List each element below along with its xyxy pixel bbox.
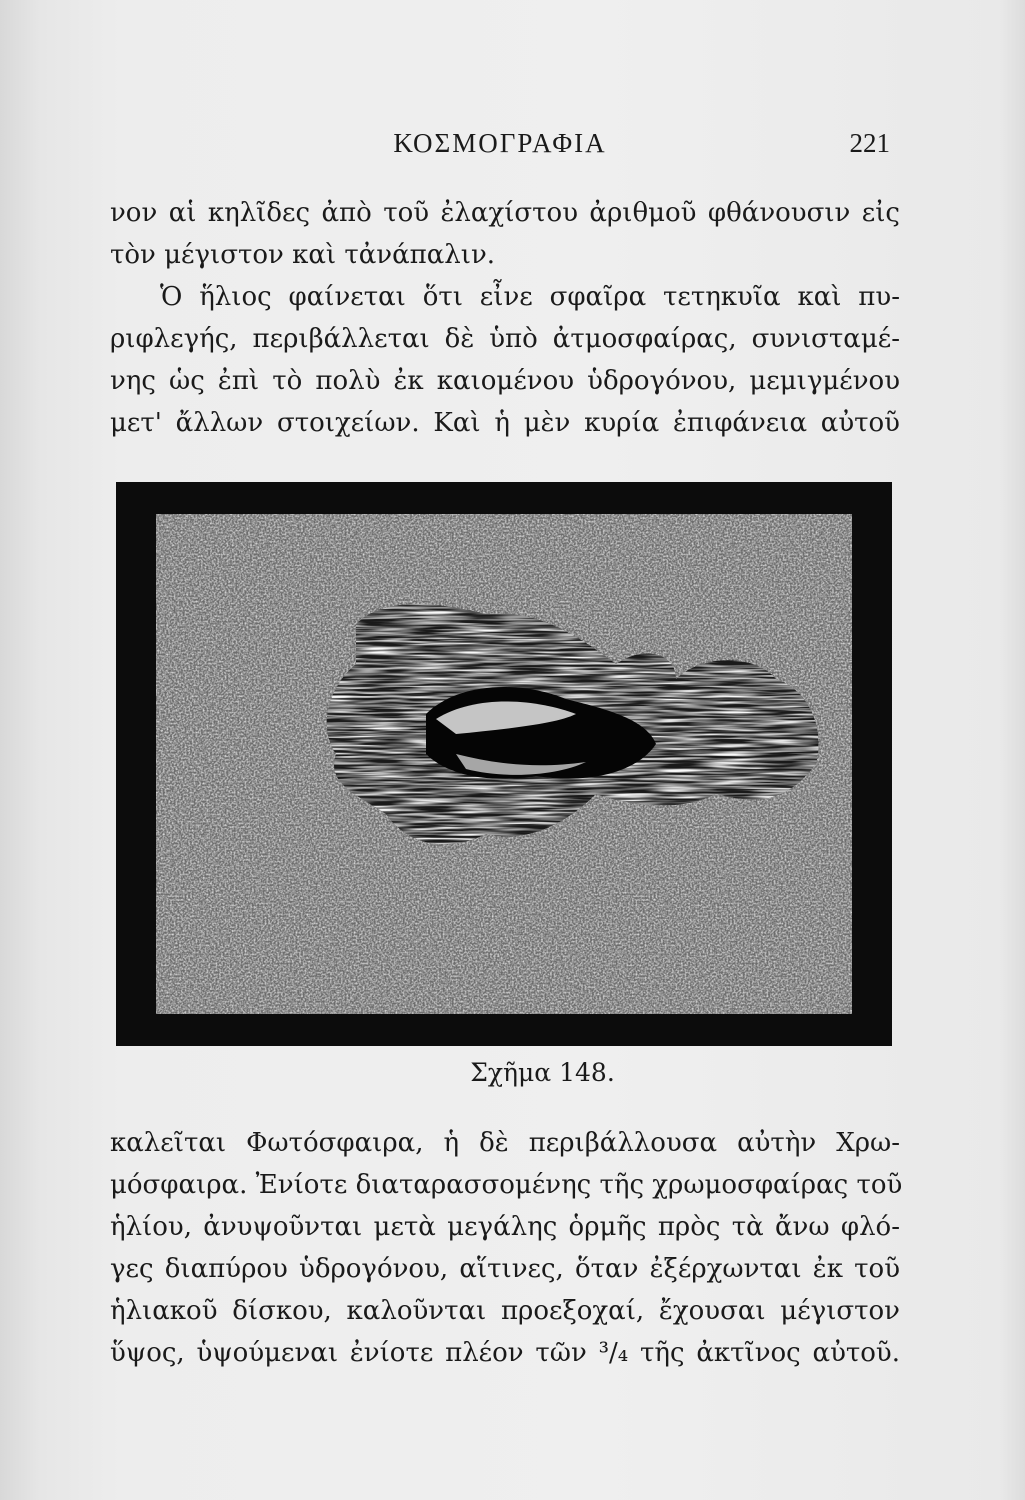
figure-caption-text: Σχῆμα 148. <box>470 1058 615 1087</box>
running-header <box>110 128 890 168</box>
sunspot-illustration <box>156 514 852 1014</box>
text-line: μετ' ἄλλων στοιχείων. Καὶ ἡ μὲν κυρία ἐπιφάνεια αὐτοῦ <box>110 408 900 438</box>
text-line: γες διαπύρου ὑδρογόνου, αἵτινες, ὅταν ἐξέρχωνται ἐκ τοῦ <box>110 1254 900 1284</box>
text-line: ἡλίου, ἀνυψοῦνται μετὰ μεγάλης ὁρμῆς πρὸς τὰ ἄνω φλό- <box>110 1212 900 1242</box>
running-title: ΚΟΣΜΟΓΡΑΦΙΑ <box>393 128 607 158</box>
sunspot-engraving-figure <box>116 482 892 1046</box>
page-number: 221 <box>849 128 890 158</box>
text-line: τὸν μέγιστον καὶ τἀνάπαλιν. <box>110 240 496 270</box>
bottom-paragraph-block <box>110 1122 903 1374</box>
text-line: ριφλεγής, περιβάλλεται δὲ ὑπὸ ἀτμοσφαίρας, συνισταμέ- <box>110 324 900 354</box>
text-line: ἡλιακοῦ δίσκου, καλοῦνται προεξοχαί, ἔχουσαι μέγιστον <box>110 1296 900 1326</box>
text-line: νης ὡς ἐπὶ τὸ πολὺ ἐκ καιομένου ὑδρογόνου, μεμιγμένου <box>110 366 900 396</box>
text-line: καλεῖται Φωτόσφαιρα, ἡ δὲ περιβάλλουσα αὐτὴν Χρω- <box>110 1128 900 1158</box>
text-line: νον αἱ κηλῖδες ἀπὸ τοῦ ἐλαχίστου ἀριθμοῦ φθάνουσιν εἰς <box>110 198 900 228</box>
text-line: ὕψος, ὑψούμεναι ἐνίοτε πλέον τῶν ³/₄ τῆς ἀκτῖνος αὐτοῦ. <box>110 1338 900 1368</box>
top-paragraph-block <box>110 192 900 444</box>
text-line: μόσφαιρα. Ἐνίοτε διαταρασσομένης τῆς χρωμοσφαίρας τοῦ <box>110 1170 903 1200</box>
text-line: Ὁ ἥλιος φαίνεται ὅτι εἶνε σφαῖρα τετηκυῖα καὶ πυ- <box>160 282 900 312</box>
figure-caption <box>0 1058 1025 1087</box>
